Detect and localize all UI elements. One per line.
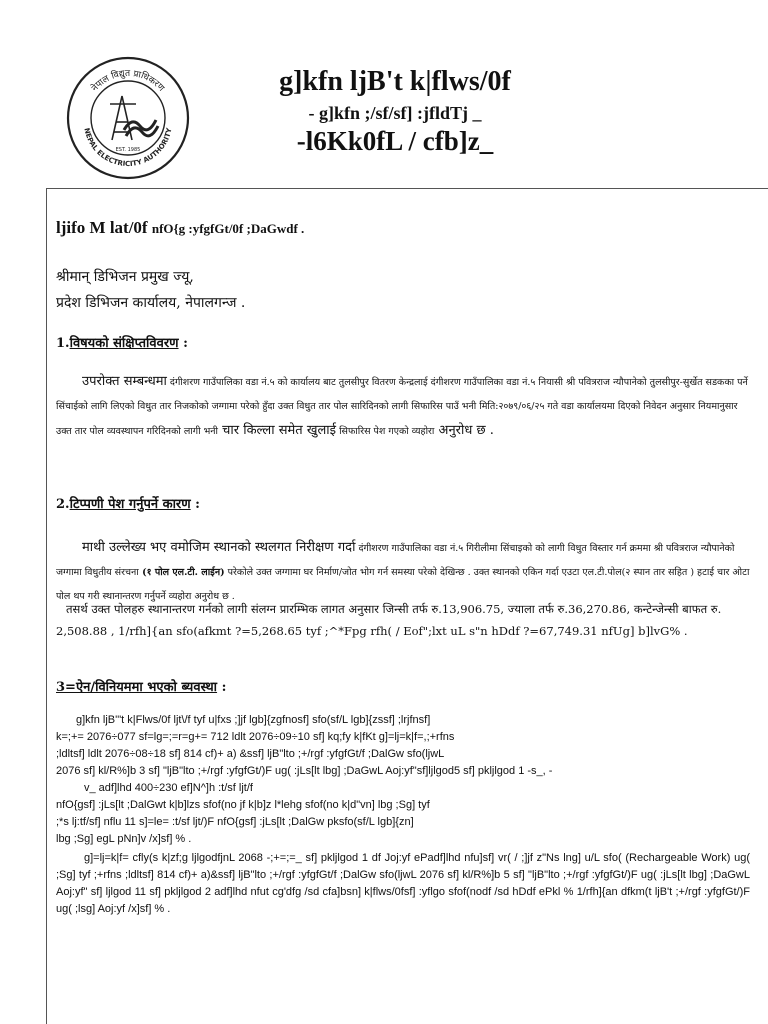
section-3-para-2: g]=lj=k|f= cfly(s k|zf;g ljlgodfjnL 2068 -;+=;=_ sf] pkljlgod 1 df Joj:yf ePadf]lhd nfu]sf] vr( / ;]jf z"Ns lng] u/L sfo( (Rechargeable Work) ug( ;Sg] tyf ;+rfns ;ldltsf] 814 cf)+ a)&ssf] ljB"lto ;+/rgf :yfgfGt/f ;DalGw sfo(ljwL 2076 sf] kl/R%]b 5 sf] "ljB"lto ;+/rgf :yfgfGt/)F ug( :jLs[lt lbg] ;DaGwL Aoj:yf" sf] ljlgod 11 sf] pkljlgod 2 adf]lhd nfut cg'dfg /sd cfa]bsn] k|flws/0fsf] :yflgo sfof(nodf /sd hDdf ePkl % 1/rfh]{an dfkm(t ljB't ;+/rgf :yfgfGt/)F ug( ;lsg] Aoj:yf /x]sf] % . xyxy=(56,852,750,915)
logo-text-bottom: NEPAL ELECTRICITY AUTHORITY xyxy=(82,127,174,169)
top-divider xyxy=(46,188,768,189)
address-line-2: प्रदेश डिभिजन कार्यालय, नेपालगन्ज . xyxy=(56,295,246,311)
org-subtitle: - g]kfn ;/sf/sf] :jfldTj _ xyxy=(308,103,482,123)
section-2-cost: तसर्थ उक्त पोलहरु स्थानान्तरण गर्नको लागी संलग्न प्रारम्भिक लागत अनुसार जिन्सी तर्फ रु.13,906.75, ज्याला तर्फ रु.36,270.86, कन्टेन्जेन्सी बाफत रु. 2,508.88 , 1/rfh]{an sfo(afkmt ?=5,268.65 tyf ;^*Fpg rfh( / Eof";lxt uL s"n hDdf ?=67,749.31 nfUg] b]lvG% . xyxy=(56,602,722,638)
provision-line: 2076 sf] kl/R%]b 3 sf] "ljB"lto ;+/rgf :yfgfGt/)F ug( :jLs[lt lbg] ;DaGwL Aoj:yf"sf]ljlgod5 sf] pkljlgod 1 -s_, - xyxy=(56,765,553,777)
addressee xyxy=(56,264,750,316)
section-1-heading xyxy=(56,333,750,351)
section-2-lead: माथी उल्लेख्य भए वमोजिम स्थानको स्थलगत निरीक्षण गर्दा xyxy=(82,540,356,555)
section-1-number: 1. xyxy=(56,336,70,351)
section-1-body xyxy=(56,370,750,444)
logo-text-top: नेपाल विद्युत प्राधिकरण xyxy=(90,68,166,94)
left-margin-line xyxy=(46,188,47,1024)
provision-line: lbg ;Sg] egL pNn]v /x]sf] % . xyxy=(56,833,192,845)
provision-line: g]kfn ljB'"t k|Flws/0f ljt\/f tyf u|fxs ;]jf lgb]{zgfnosf] sfo(sf/L lgb]{zssf] ;lrjfnsf] xyxy=(76,714,431,726)
section-1-tail-end: अनुरोध छ . xyxy=(434,423,494,438)
provision-line: ;*s lj:tf/sf] nflu 11 s]=le= :t/sf ljt/)F nfO{gsf] :jLs[lt ;DalGw pksfo(sf/L lgb]{zn] xyxy=(56,816,414,828)
section-2-title: टिप्पणी पेश गर्नुपर्ने कारण xyxy=(69,497,191,512)
section-3-title: 3=ऐन/विनियममा भएको ब्यवस्था xyxy=(56,680,218,695)
address-line-1: श्रीमान् डिभिजन प्रमुख ज्यू, xyxy=(56,269,194,285)
logo-year: EST. 1985 xyxy=(115,147,141,153)
subject-label: ljifo M lat/0f xyxy=(56,218,148,237)
section-1-tail-large: चार किल्ला समेत खुलाई xyxy=(218,423,337,438)
subject-line xyxy=(56,218,750,238)
section-2-heading xyxy=(56,494,750,512)
provision-line: ;ldltsf] ldlt 2076÷08÷18 sf] 814 cf)+ a) &ssf] ljB"lto ;+/rgf :yfgfGt/f ;DalGw sfo(ljwL xyxy=(56,748,445,760)
org-title: g]kfn ljB't k|flws/0f xyxy=(279,66,511,97)
section-1-colon: : xyxy=(178,336,188,351)
office-title: -l6Kk0fL / cfb]z_ xyxy=(296,126,494,156)
provision-line: v_ adf]lhd 400÷230 ef]N^]h :t/sf ljt/f xyxy=(84,782,253,794)
subject-detail: nfO{g :yfgfGt/0f ;DaGwdf . xyxy=(151,221,305,236)
provision-line: nfO{gsf] :jLs[lt ;DalGwt k|b]lzs sfof(no jf k|b]z l*lehg sfof(no k|d"vn] lbg ;Sg] tyf xyxy=(56,799,430,811)
section-2-pole-note: (१ पोल एल.टी. लाईन) xyxy=(138,567,225,578)
section-2-number: 2. xyxy=(56,497,70,512)
nea-logo xyxy=(66,56,190,180)
section-1-text: दंगीशरण गाउँपालिका वडा नं.५ को कार्यालय बाट तुलसीपुर वितरण केन्द्रलाई दंगीशरण गाउँपालिका वडा नं.५ नियासी श्री पवित्रराज न्यौपानेको तुलसीपुर-सुर्खेत सडकका पर्ने सिंचाईको लागि लिएको विधुत तार निजकोको जग्गामा परेको हुँदा उक्त विधुत तार पोल सारिदिनको लागी सिफारिस पाउँ भनी मिति:२०७९/०६/२५ गते वडा कार्यालयमा दिएको निवेदन अनुसार नियमानुसार उक्त तार पोल व्यवस्थापन गरिदिनको लागी भनी xyxy=(56,377,748,437)
provision-line: k=;+= 2076÷077 sf=lg=;=r=g+= 712 ldlt 2076÷09÷10 sf] kq;fy k|fKt g]=lj=k|f=,;+rfns xyxy=(56,731,455,743)
section-2-text-2: परेकोले उक्त जग्गामा घर निर्माण/जोत भोग गर्न समस्या परेको देखिन्छ . उक्त स्थानको एकिन गर्दा एउटा एल.टी.पोल(२ स्पान तार सहित ) हटाई चार ओटा पोल थप गरी स्थानान्तरण गर्नुपर्ने व्यहोरा अनुरोध छ . xyxy=(56,567,750,602)
section-3-provisions xyxy=(56,712,750,848)
section-3-heading xyxy=(56,677,750,695)
section-2-colon: : xyxy=(190,497,200,512)
section-3-colon: : xyxy=(217,680,227,695)
section-1-lead: उपरोक्त सम्बन्धमा xyxy=(82,374,167,389)
section-1-tail-small: सिफारिस पेश गएको व्यहोरा xyxy=(336,426,435,437)
section-2-text-1: दंगीशरण गाउँपालिका वडा नं.५ गिरीलीमा सिंचाइको को लागी विधुत विस्तार गर्न क्रममा श्री पवित्रराज न्यौपानेको जग्गामा विधुतीय संरचना xyxy=(56,543,735,578)
section-1-title: विषयको संक्षिप्तविवरण xyxy=(69,336,179,351)
